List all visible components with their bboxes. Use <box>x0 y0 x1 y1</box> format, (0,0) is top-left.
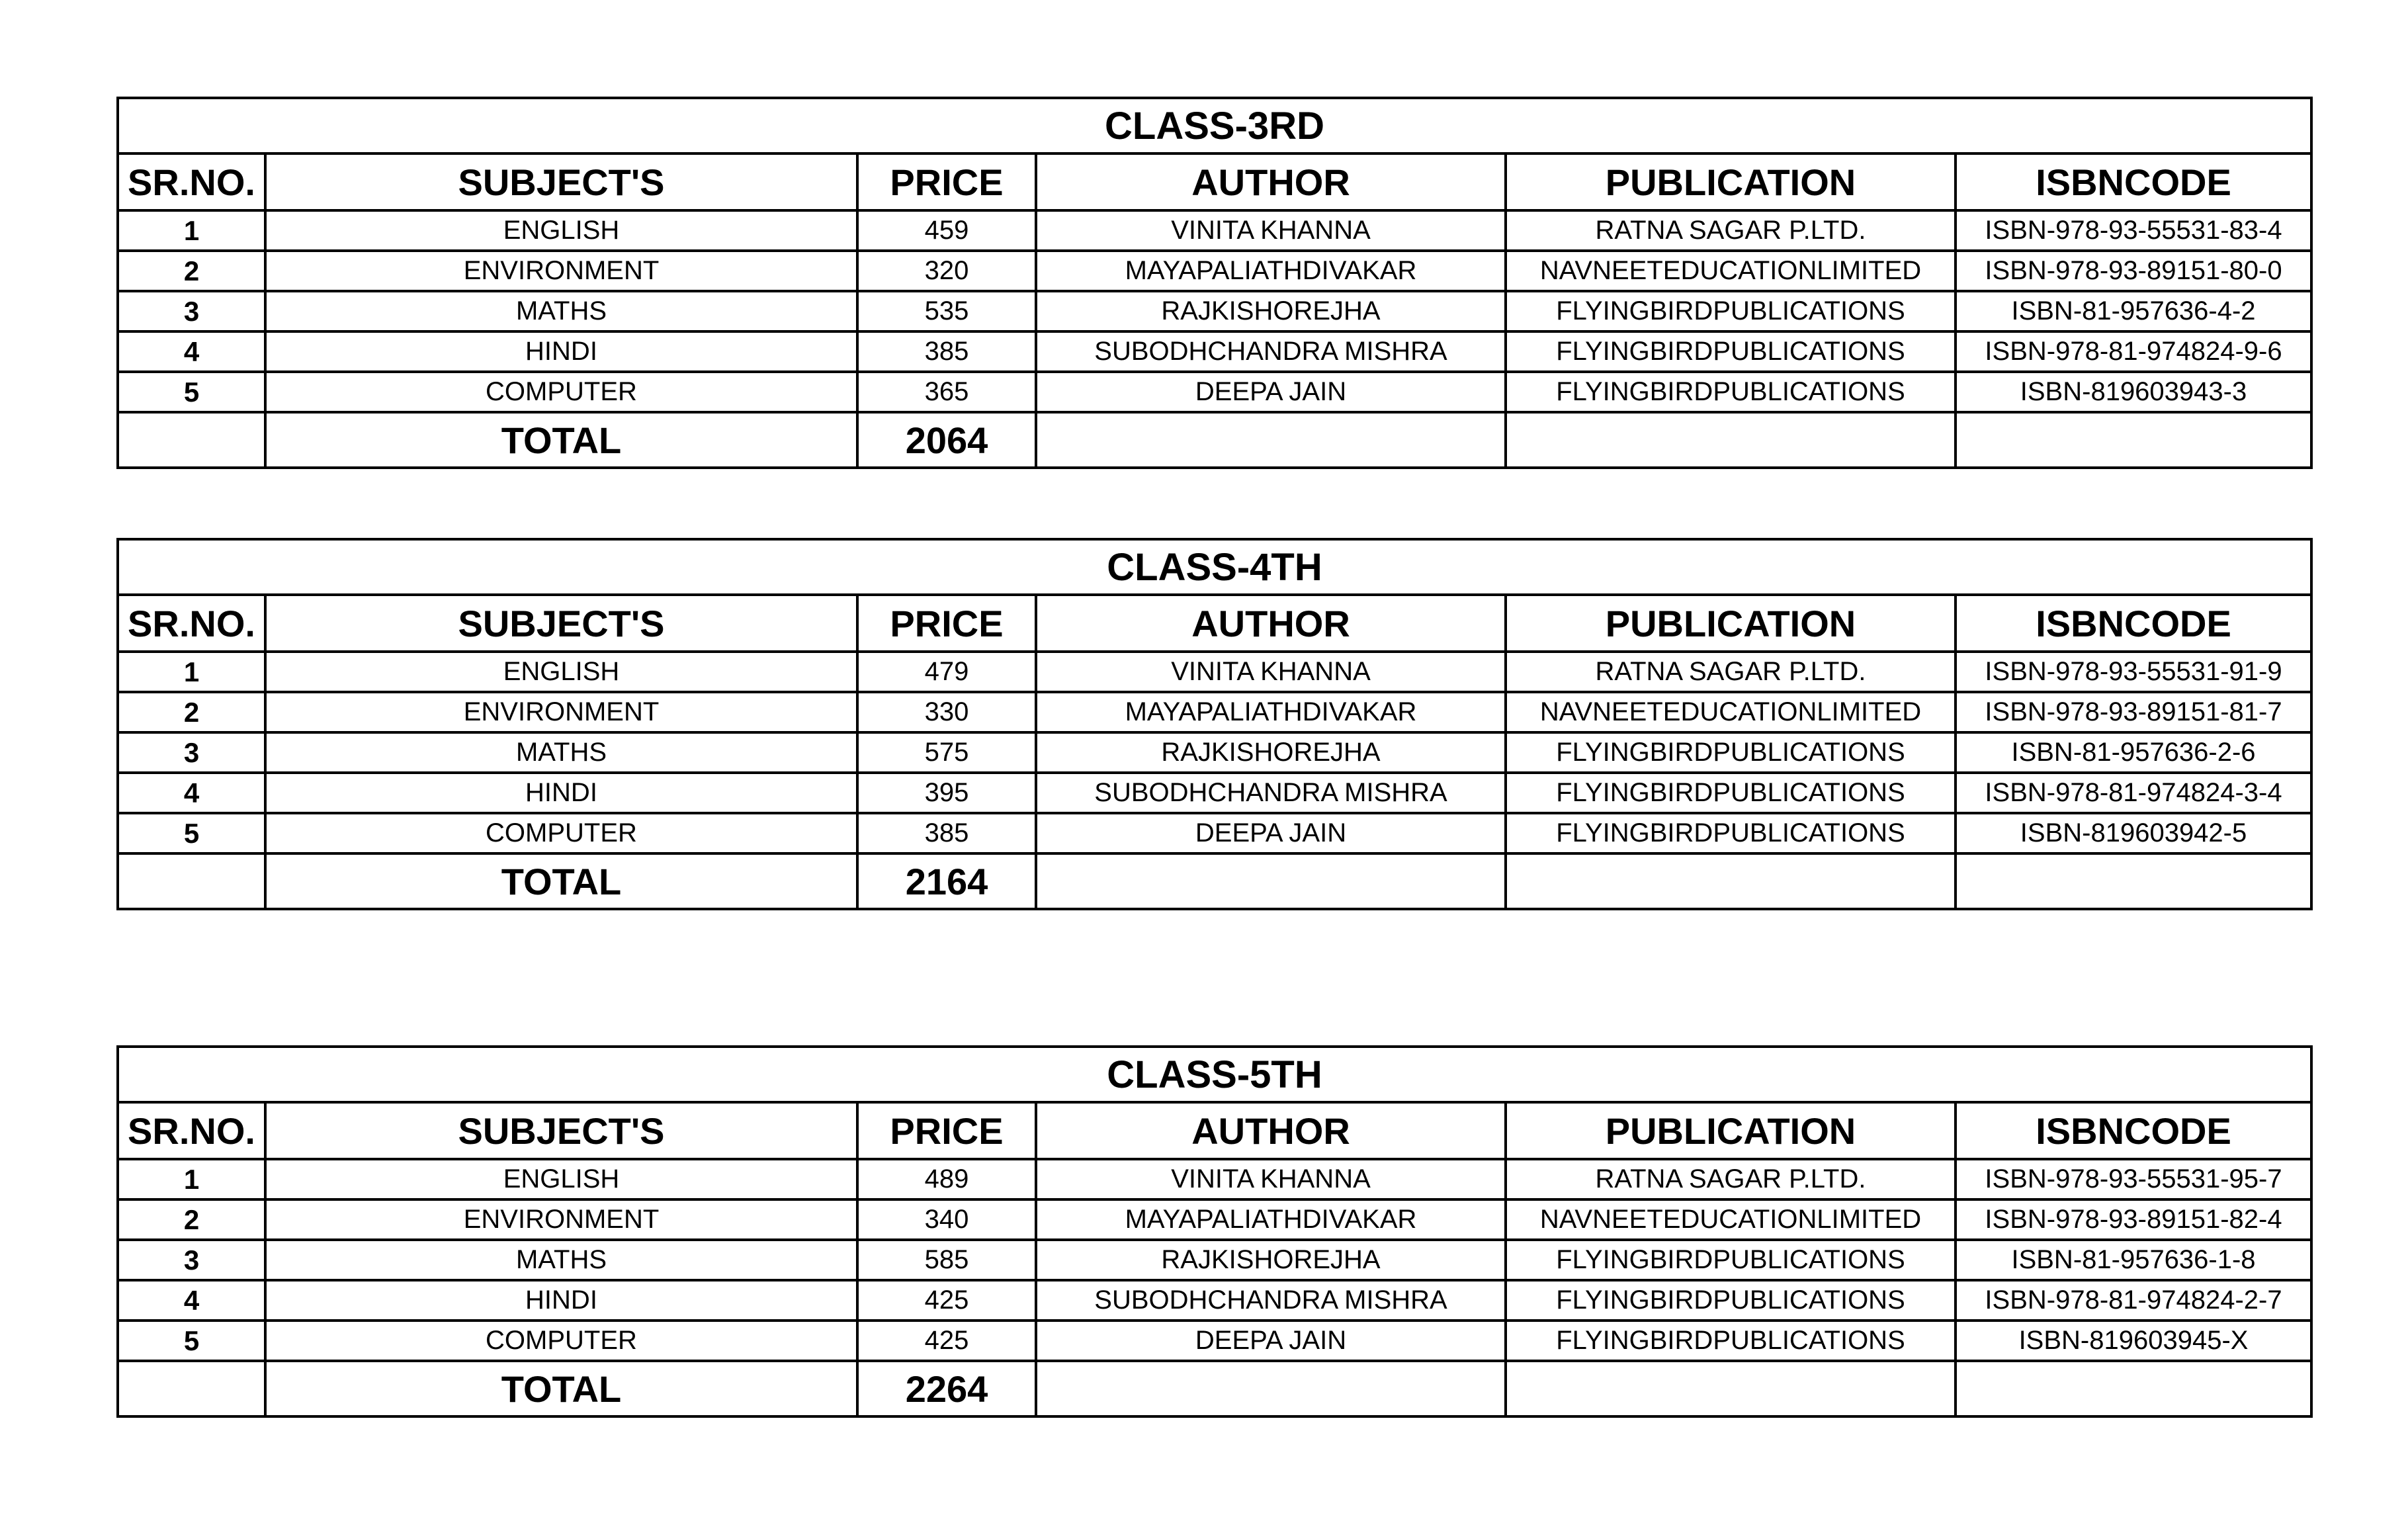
price-cell: 340 <box>857 1199 1036 1240</box>
table-row <box>118 1199 2311 1240</box>
column-header-author: AUTHOR <box>1036 153 1506 210</box>
sr-cell: 3 <box>118 732 265 773</box>
isbn-cell: ISBN-81-957636-2-6 <box>1956 732 2311 773</box>
isbn-cell: ISBN-819603943-3 <box>1956 372 2311 412</box>
subject-cell: HINDI <box>265 1280 857 1321</box>
subject-cell: ENGLISH <box>265 210 857 251</box>
subject-cell: HINDI <box>265 773 857 813</box>
publication-cell: FLYINGBIRDPUBLICATIONS <box>1506 291 1956 331</box>
isbn-cell: ISBN-819603945-X <box>1956 1321 2311 1361</box>
subject-cell: ENGLISH <box>265 1159 857 1199</box>
column-header-sr: SR.NO. <box>118 595 265 652</box>
total-label: TOTAL <box>265 412 857 468</box>
sr-cell: 5 <box>118 372 265 412</box>
sr-cell: 4 <box>118 1280 265 1321</box>
total-price: 2264 <box>857 1361 1036 1416</box>
author-cell: DEEPA JAIN <box>1036 372 1506 412</box>
table-row <box>118 291 2311 331</box>
author-cell: VINITA KHANNA <box>1036 1159 1506 1199</box>
price-cell: 320 <box>857 251 1036 291</box>
price-cell: 365 <box>857 372 1036 412</box>
price-cell: 330 <box>857 692 1036 732</box>
column-header-publication: PUBLICATION <box>1506 595 1956 652</box>
price-cell: 575 <box>857 732 1036 773</box>
empty-cell <box>1036 1361 1506 1416</box>
price-cell: 385 <box>857 331 1036 372</box>
subject-cell: ENVIRONMENT <box>265 1199 857 1240</box>
table-row <box>118 732 2311 773</box>
total-row <box>118 1361 2311 1416</box>
table-row <box>118 210 2311 251</box>
isbn-cell: ISBN-978-93-89151-82-4 <box>1956 1199 2311 1240</box>
column-header-isbn: ISBNCODE <box>1956 153 2311 210</box>
total-row <box>118 412 2311 468</box>
sr-cell: 4 <box>118 331 265 372</box>
publication-cell: FLYINGBIRDPUBLICATIONS <box>1506 331 1956 372</box>
class-3rd-section <box>116 97 2310 469</box>
empty-cell <box>1506 853 1956 909</box>
publication-cell: RATNA SAGAR P.LTD. <box>1506 210 1956 251</box>
empty-cell <box>1036 412 1506 468</box>
isbn-cell: ISBN-978-81-974824-9-6 <box>1956 331 2311 372</box>
table-title: CLASS-4TH <box>118 539 2311 595</box>
empty-cell <box>1036 853 1506 909</box>
column-header-author: AUTHOR <box>1036 1102 1506 1159</box>
publication-cell: FLYINGBIRDPUBLICATIONS <box>1506 732 1956 773</box>
total-price: 2064 <box>857 412 1036 468</box>
column-header-sr: SR.NO. <box>118 153 265 210</box>
publication-cell: NAVNEETEDUCATIONLIMITED <box>1506 251 1956 291</box>
isbn-cell: ISBN-819603942-5 <box>1956 813 2311 853</box>
author-cell: VINITA KHANNA <box>1036 652 1506 692</box>
subject-cell: ENGLISH <box>265 652 857 692</box>
table-row <box>118 1321 2311 1361</box>
isbn-cell: ISBN-978-93-55531-83-4 <box>1956 210 2311 251</box>
column-header-price: PRICE <box>857 1102 1036 1159</box>
subject-cell: HINDI <box>265 331 857 372</box>
author-cell: DEEPA JAIN <box>1036 1321 1506 1361</box>
book-list-table <box>116 1045 2313 1418</box>
table-row <box>118 1240 2311 1280</box>
author-cell: VINITA KHANNA <box>1036 210 1506 251</box>
total-row <box>118 853 2311 909</box>
isbn-cell: ISBN-81-957636-1-8 <box>1956 1240 2311 1280</box>
sr-cell: 5 <box>118 813 265 853</box>
table-row <box>118 652 2311 692</box>
price-cell: 459 <box>857 210 1036 251</box>
empty-cell <box>1956 412 2311 468</box>
isbn-cell: ISBN-81-957636-4-2 <box>1956 291 2311 331</box>
sr-cell: 1 <box>118 652 265 692</box>
book-list-table <box>116 538 2313 910</box>
table-row <box>118 1159 2311 1199</box>
column-header-subject: SUBJECT'S <box>265 595 857 652</box>
sr-cell: 3 <box>118 291 265 331</box>
author-cell: MAYAPALIATHDIVAKAR <box>1036 1199 1506 1240</box>
column-header-isbn: ISBNCODE <box>1956 1102 2311 1159</box>
column-header-author: AUTHOR <box>1036 595 1506 652</box>
subject-cell: COMPUTER <box>265 372 857 412</box>
header-row <box>118 153 2311 210</box>
header-row <box>118 595 2311 652</box>
price-cell: 535 <box>857 291 1036 331</box>
sr-cell: 5 <box>118 1321 265 1361</box>
subject-cell: COMPUTER <box>265 813 857 853</box>
sr-cell: 2 <box>118 251 265 291</box>
table-row <box>118 372 2311 412</box>
empty-cell <box>118 1361 265 1416</box>
publication-cell: RATNA SAGAR P.LTD. <box>1506 652 1956 692</box>
column-header-sr: SR.NO. <box>118 1102 265 1159</box>
author-cell: MAYAPALIATHDIVAKAR <box>1036 692 1506 732</box>
column-header-price: PRICE <box>857 595 1036 652</box>
empty-cell <box>1956 1361 2311 1416</box>
isbn-cell: ISBN-978-81-974824-2-7 <box>1956 1280 2311 1321</box>
isbn-cell: ISBN-978-93-89151-81-7 <box>1956 692 2311 732</box>
sr-cell: 1 <box>118 1159 265 1199</box>
publication-cell: RATNA SAGAR P.LTD. <box>1506 1159 1956 1199</box>
subject-cell: ENVIRONMENT <box>265 692 857 732</box>
table-title: CLASS-3RD <box>118 98 2311 153</box>
author-cell: SUBODHCHANDRA MISHRA <box>1036 773 1506 813</box>
class-4th-section <box>116 538 2310 910</box>
author-cell: DEEPA JAIN <box>1036 813 1506 853</box>
table-row <box>118 773 2311 813</box>
isbn-cell: ISBN-978-81-974824-3-4 <box>1956 773 2311 813</box>
price-cell: 425 <box>857 1321 1036 1361</box>
column-header-price: PRICE <box>857 153 1036 210</box>
publication-cell: FLYINGBIRDPUBLICATIONS <box>1506 773 1956 813</box>
sr-cell: 4 <box>118 773 265 813</box>
class-5th-section <box>116 1045 2310 1418</box>
table-row <box>118 251 2311 291</box>
sr-cell: 3 <box>118 1240 265 1280</box>
publication-cell: NAVNEETEDUCATIONLIMITED <box>1506 692 1956 732</box>
price-cell: 585 <box>857 1240 1036 1280</box>
isbn-cell: ISBN-978-93-89151-80-0 <box>1956 251 2311 291</box>
subject-cell: MATHS <box>265 1240 857 1280</box>
column-header-isbn: ISBNCODE <box>1956 595 2311 652</box>
sr-cell: 1 <box>118 210 265 251</box>
column-header-publication: PUBLICATION <box>1506 153 1956 210</box>
author-cell: MAYAPALIATHDIVAKAR <box>1036 251 1506 291</box>
price-cell: 479 <box>857 652 1036 692</box>
publication-cell: FLYINGBIRDPUBLICATIONS <box>1506 372 1956 412</box>
table-row <box>118 813 2311 853</box>
publication-cell: FLYINGBIRDPUBLICATIONS <box>1506 813 1956 853</box>
publication-cell: FLYINGBIRDPUBLICATIONS <box>1506 1321 1956 1361</box>
author-cell: RAJKISHOREJHA <box>1036 1240 1506 1280</box>
total-label: TOTAL <box>265 853 857 909</box>
header-row <box>118 1102 2311 1159</box>
empty-cell <box>118 412 265 468</box>
isbn-cell: ISBN-978-93-55531-91-9 <box>1956 652 2311 692</box>
publication-cell: FLYINGBIRDPUBLICATIONS <box>1506 1280 1956 1321</box>
price-cell: 489 <box>857 1159 1036 1199</box>
subject-cell: ENVIRONMENT <box>265 251 857 291</box>
empty-cell <box>1506 412 1956 468</box>
table-row <box>118 331 2311 372</box>
total-price: 2164 <box>857 853 1036 909</box>
author-cell: SUBODHCHANDRA MISHRA <box>1036 1280 1506 1321</box>
column-header-publication: PUBLICATION <box>1506 1102 1956 1159</box>
author-cell: RAJKISHOREJHA <box>1036 291 1506 331</box>
subject-cell: MATHS <box>265 732 857 773</box>
author-cell: RAJKISHOREJHA <box>1036 732 1506 773</box>
empty-cell <box>118 853 265 909</box>
sr-cell: 2 <box>118 1199 265 1240</box>
book-list-table <box>116 97 2313 469</box>
table-title: CLASS-5TH <box>118 1047 2311 1102</box>
price-cell: 385 <box>857 813 1036 853</box>
table-row <box>118 1280 2311 1321</box>
empty-cell <box>1506 1361 1956 1416</box>
total-label: TOTAL <box>265 1361 857 1416</box>
isbn-cell: ISBN-978-93-55531-95-7 <box>1956 1159 2311 1199</box>
table-row <box>118 692 2311 732</box>
author-cell: SUBODHCHANDRA MISHRA <box>1036 331 1506 372</box>
price-cell: 425 <box>857 1280 1036 1321</box>
publication-cell: FLYINGBIRDPUBLICATIONS <box>1506 1240 1956 1280</box>
subject-cell: MATHS <box>265 291 857 331</box>
subject-cell: COMPUTER <box>265 1321 857 1361</box>
price-cell: 395 <box>857 773 1036 813</box>
sr-cell: 2 <box>118 692 265 732</box>
column-header-subject: SUBJECT'S <box>265 153 857 210</box>
empty-cell <box>1956 853 2311 909</box>
publication-cell: NAVNEETEDUCATIONLIMITED <box>1506 1199 1956 1240</box>
column-header-subject: SUBJECT'S <box>265 1102 857 1159</box>
